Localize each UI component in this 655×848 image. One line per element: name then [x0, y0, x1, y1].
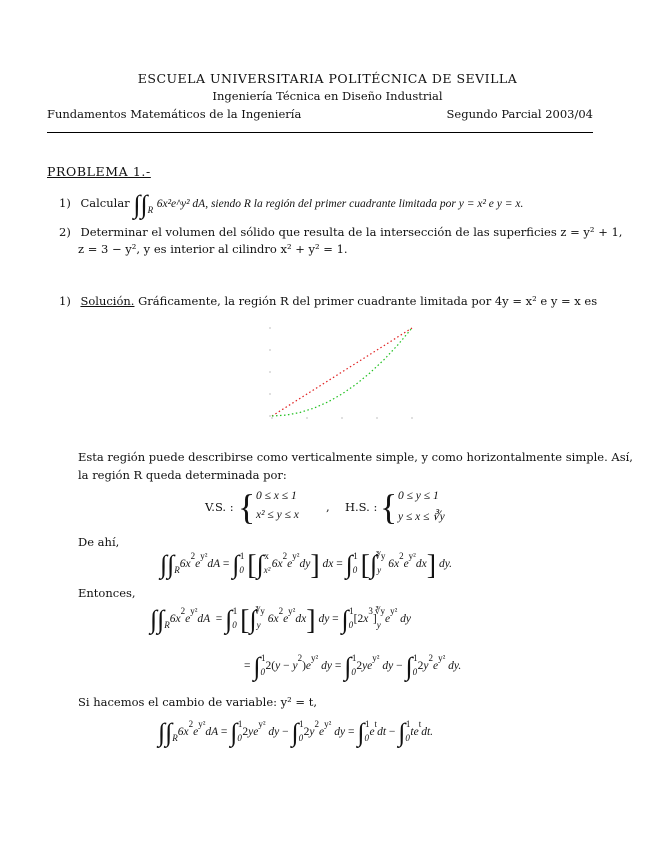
- equation-expanded: = $\int_0^12(y - y^2)e^{y^2}$ dy = $\int_0^12ye^{y^2}$ dy − $\int_0^12y^2e^{y^2}$ dy.: [244, 652, 462, 681]
- para-description-2: la región R queda determinada por:: [78, 468, 287, 482]
- hs-label: H.S. :: [345, 500, 378, 514]
- change-of-variable: Si hacemos el cambio de variable: y² = t,: [78, 695, 317, 709]
- solution-label: Solución.: [80, 294, 135, 308]
- vs-brace: {: [238, 487, 256, 527]
- problem-item-1: [59, 190, 523, 220]
- entonces: Entonces,: [78, 586, 136, 600]
- school-title: ESCUELA UNIVERSITARIA POLITÉCNICA DE SEVILLA: [137, 71, 518, 86]
- integral-expression: $\int\int_R$: [133, 190, 154, 219]
- problem-title: PROBLEMA 1.-: [47, 164, 151, 179]
- equation-iterated-2: $\int\int_R6x^2e^{y^2}dA = \int_0^1$ [$\int_y^{∛y}$ $6x^2e^{y^2}dx$] dy = $\int_0^1[2x^3]_y^{∛y}e^{y^2}$ dy: [150, 605, 412, 636]
- hs-row-2: y ≤ x ≤ ∛y: [398, 511, 445, 523]
- degree-subtitle: Ingeniería Técnica en Diseño Industrial: [212, 89, 443, 103]
- header-rule: [47, 132, 593, 133]
- item-text: Calcular: [80, 196, 130, 210]
- item-text-line1: Determinar el volumen del sólido que resulta de la intersección de las superficies z = y² + 1,: [80, 225, 623, 239]
- vs-label: V.S. :: [205, 500, 234, 514]
- item-number: 2): [59, 225, 71, 239]
- vs-row-1: 0 ≤ x ≤ 1: [256, 490, 297, 502]
- problem-item-2-line2: z = 3 − y², y es interior al cilindro x² + y² = 1.: [78, 242, 348, 256]
- para-description-1: Esta región puede describirse como verticalmente simple, y como horizontalmente simple. Así,: [78, 450, 633, 464]
- equation-iterated-1: $\int\int_R6x^2e^{y^2}dA = \int_0^1$ [$\int_{x^2}^x$ $6x^2e^{y^2}dy$] dx = $\int_0^1$ [$\int_y^{∛y}$ $6x^2e^{y^2}dx$] dy.: [160, 550, 453, 581]
- hs-brace: {: [380, 487, 398, 527]
- solution-intro: [59, 294, 597, 308]
- series-line-0: [272, 328, 412, 416]
- comma-sep: ,: [326, 500, 330, 514]
- hs-row-1: 0 ≤ y ≤ 1: [398, 490, 439, 502]
- region-plot: [252, 318, 422, 426]
- item-integrand: 6x²e^y² dA, siendo R la región del primer cuadrante limitada por y = x² e y = x.: [156, 198, 524, 210]
- problem-item-2: [59, 225, 622, 239]
- item-number: 1): [59, 196, 71, 210]
- de-ahi: De ahí,: [78, 535, 120, 549]
- vs-row-2: x² ≤ y ≤ x: [256, 509, 299, 521]
- course-name: Fundamentos Matemáticos de la Ingeniería: [47, 107, 302, 121]
- solution-intro-text: Gráficamente, la región R del primer cuadrante limitada por 4y = x² e y = x es: [138, 294, 598, 308]
- equation-substitution: $\int\int_R6x^2e^{y^2}dA = \int_0^12ye^{y^2}$ dy − $\int_0^12y^2e^{y^2}$ dy = $\int_0^1e^tdt - \int_0^1te^tdt$.: [158, 718, 434, 747]
- exam-name: Segundo Parcial 2003/04: [446, 107, 593, 121]
- solution-number: 1): [59, 294, 71, 308]
